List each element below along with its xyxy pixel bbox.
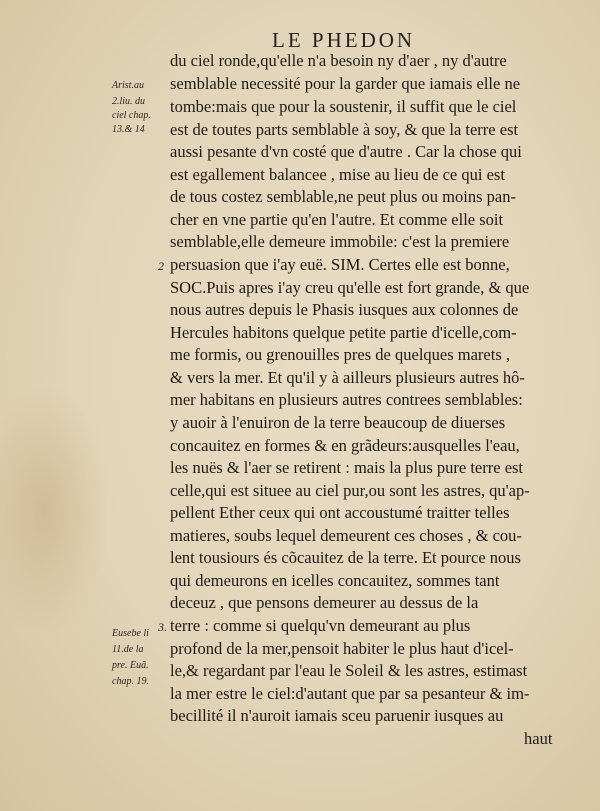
text-line: cher en vne partie qu'en l'autre. Et comme elle soit bbox=[170, 210, 504, 229]
text-line: matieres, soubs lequel demeurent ces choses , & cou- bbox=[170, 526, 522, 545]
text-line: haut bbox=[524, 729, 553, 748]
text-line: pellent Ether ceux qui ont accoustumé traitter telles bbox=[170, 503, 510, 522]
text-line: nous autres depuis le Phasis iusques aux colonnes de bbox=[170, 300, 519, 319]
text-line: y auoir à l'enuiron de la terre beaucoup de diuerses bbox=[170, 413, 506, 432]
text-line: celle,qui est situee au ciel pur,ou sont les astres, qu'ap- bbox=[170, 481, 530, 500]
margin-note: ciel chap. bbox=[112, 110, 151, 121]
text-line: est de toutes parts semblable à soy, & que la terre est bbox=[170, 120, 519, 139]
text-line: persuasion que i'ay euë. SIM. Certes elle est bonne, bbox=[170, 255, 510, 274]
text-line: semblable,elle demeure immobile: c'est la premiere bbox=[170, 232, 510, 251]
text-line: la mer estre le ciel:d'autant que par sa pesanteur & im- bbox=[170, 684, 530, 703]
text-line: concauitez en formes & en grãdeurs:ausquelles l'eau, bbox=[170, 436, 520, 455]
text-line: Hercules habitons quelque petite partie d'icelle,com- bbox=[170, 323, 517, 342]
text-line: becillité il n'auroit iamais sceu paruenir iusques au bbox=[170, 706, 504, 725]
text-line: & vers la mer. Et qu'il y à ailleurs plusieurs autres hô- bbox=[170, 368, 525, 387]
text-line: aussi pesante d'vn costé que d'autre . Car la chose qui bbox=[170, 142, 522, 161]
text-line: deceuz , que pensons demeurer au dessus de la bbox=[170, 593, 479, 612]
text-line: mer habitans en plusieurs autres contrees semblables: bbox=[170, 390, 523, 409]
text-line: du ciel ronde,qu'elle n'a besoin ny d'aer , ny d'autre bbox=[170, 51, 507, 70]
margin-note: 11.de la bbox=[112, 644, 144, 655]
text-line: SOC.Puis apres i'ay creu qu'elle est fort grande, & que bbox=[170, 278, 530, 297]
text-line: est egallement balancee , mise au lieu de ce qui est bbox=[170, 165, 505, 184]
text-line: de tous costez semblable,ne peut plus ou moins pan- bbox=[170, 187, 516, 206]
margin-note: 13.& 14 bbox=[112, 124, 145, 135]
text-line: semblable necessité pour la garder que iamais elle ne bbox=[170, 74, 521, 93]
margin-number: 2 bbox=[158, 259, 164, 273]
margin-note: pre. Euã. bbox=[112, 660, 149, 671]
margin-number: 3. bbox=[158, 620, 167, 634]
margin-note: 2.liu. du bbox=[112, 96, 146, 107]
margin-note: Arist.au bbox=[112, 80, 144, 91]
text-line: qui demeurons en icelles concauitez, sommes tant bbox=[170, 571, 500, 590]
margin-note: chap. 19. bbox=[112, 676, 149, 687]
margin-note: Eusebe li bbox=[112, 628, 149, 639]
text-line: terre : comme si quelqu'vn demeurant au plus bbox=[170, 616, 471, 635]
text-line: tombe:mais que pour la soustenir, il suffit que le ciel bbox=[170, 97, 517, 116]
running-header: LE PHEDON bbox=[272, 28, 416, 52]
text-line: lent tousiours és cõcauitez de la terre. Et pource nous bbox=[170, 548, 521, 567]
text-line: le,& regardant par l'eau le Soleil & les astres, estimast bbox=[170, 661, 528, 680]
text-line: profond de la mer,pensoit habiter le plus haut d'icel- bbox=[170, 639, 514, 658]
text-line: les nuës & l'aer se retirent : mais la plus pure terre est bbox=[170, 458, 524, 477]
paper-stain bbox=[0, 380, 110, 640]
text-line: me formis, ou grenouilles pres de quelques marets , bbox=[170, 345, 510, 364]
